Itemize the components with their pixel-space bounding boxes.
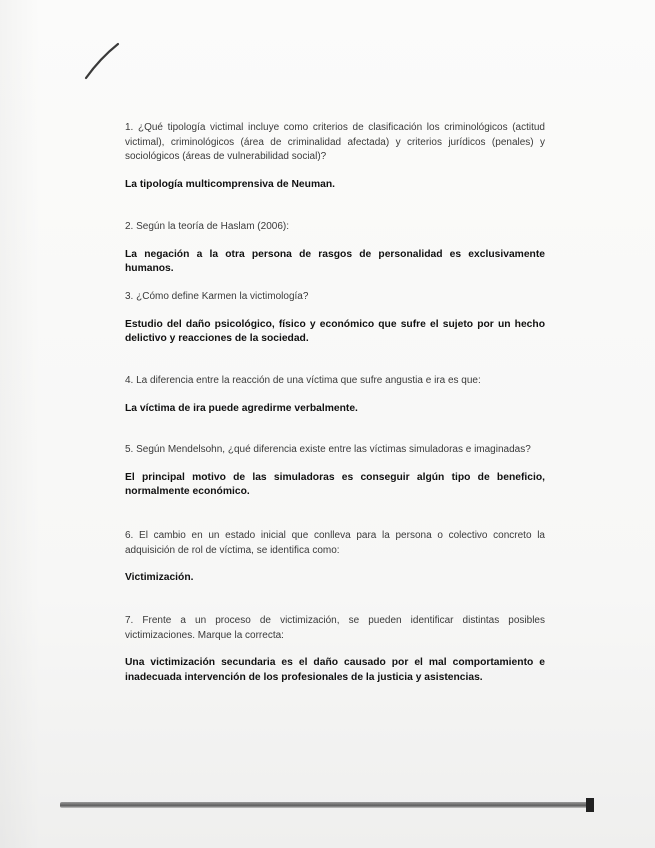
answer-text: La víctima de ira puede agredirme verbalmente. (125, 402, 358, 414)
pen-stroke-icon (82, 40, 122, 84)
question-text: 5. Según Mendelsohn, ¿qué diferencia existe entre las víctimas simuladoras e imaginadas? (125, 444, 531, 455)
question-block-4 (125, 374, 545, 416)
question-text: 6. El cambio en un estado inicial que conlleva para la persona o colectivo concreto la adquisición de rol de víctima, se identifica como: (125, 530, 545, 556)
answer-text: La tipología multicomprensiva de Neuman. (125, 178, 335, 190)
question-text: 7. Frente a un proceso de victimización, se pueden identificar distintas posibles victimizaciones. Marque la correcta: (125, 615, 545, 641)
answer-text: Estudio del daño psicológico, físico y económico que sufre el sujeto por un hecho delictivo y reacciones de la sociedad. (125, 318, 545, 344)
question-block-6 (125, 529, 545, 586)
question-text: 3. ¿Cómo define Karmen la victimología? (125, 291, 309, 302)
answer-text: Una victimización secundaria es el daño causado por el mal comportamiento e inadecuada intervención de los profesionales de la justicia y asistencias. (125, 657, 545, 683)
question-text: 2. Según la teoría de Haslam (2006): (125, 221, 289, 232)
question-block-1 (125, 121, 545, 192)
question-text: 1. ¿Qué tipología victimal incluye como criterios de clasificación los criminológicos (actitud victimal), criminológicos (área de criminalidad afectada) y criterios jurídicos (penales) y sociológicos (áreas de vulnerabilidad social)? (125, 122, 545, 162)
question-text: 4. La diferencia entre la reacción de una víctima que sufre angustia e ira es que: (125, 375, 481, 386)
answer-text: Victimización. (125, 572, 194, 583)
page-corner-mark (586, 798, 594, 812)
page-bottom-edge (60, 802, 593, 808)
question-block-7 (125, 614, 545, 685)
question-block-2 (125, 220, 545, 277)
answer-text: El principal motivo de las simuladoras es conseguir algún tipo de beneficio, normalmente económico. (125, 471, 545, 497)
scan-shadow (0, 0, 40, 848)
answer-text: La negación a la otra persona de rasgos de personalidad es exclusivamente humanos. (125, 248, 545, 274)
question-block-3 (125, 290, 545, 347)
question-block-5 (125, 443, 545, 500)
